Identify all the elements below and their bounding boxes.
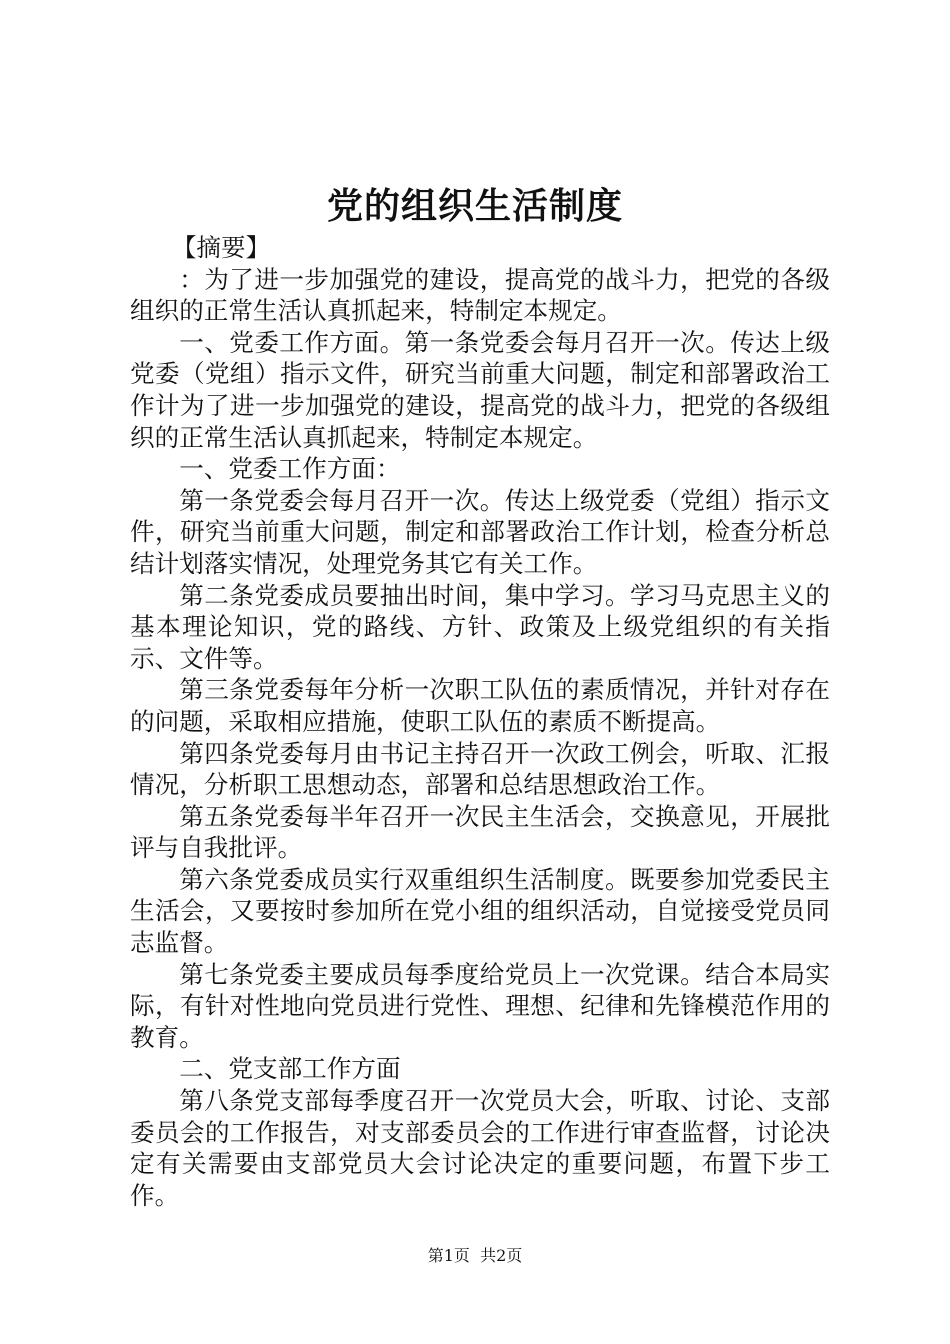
paragraph-party-committee-summary: 一、党委工作方面。第一条党委会每月召开一次。传达上级党委（党组）指示文件，研究当前重大问题，制定和部署政治工作计为了进一步加强党的建设，提高党的战斗力，把党的各级组织的正常生活认真抓起来，特制定本规定。 [130,327,830,452]
section-heading-party-branch: 二、党支部工作方面 [179,1054,401,1084]
page-number: 第1页 [427,1246,470,1265]
abstract-heading: 【摘要】 [171,233,271,262]
paragraph-article-1: 第一条党委会每月召开一次。传达上级党委（党组）指示文件，研究当前重大问题，制定和部署政治工作计划，检查分析总结计划落实情况，处理党务其它有关工作。 [130,485,830,578]
section-heading-party-committee: 一、党委工作方面： [179,454,401,484]
paragraph-article-4: 第四条党委每月由书记主持召开一次政工例会，听取、汇报情况，分析职工思想动态，部署和总结思想政治工作。 [130,738,830,800]
paragraph-article-3: 第三条党委每年分析一次职工队伍的素质情况，并针对存在的问题，采取相应措施，使职工队伍的素质不断提高。 [130,675,830,736]
document-title: 党的组织生活制度 [326,185,623,227]
paragraph-article-8: 第八条党支部每季度召开一次党员大会，听取、讨论、支部委员会的工作报告，对支部委员会的工作进行审查监督，讨论决定有关需要由支部党员大会讨论决定的重要问题，布置下步工作。 [130,1086,830,1210]
paragraph-article-5: 第五条党委每半年召开一次民主生活会，交换意见，开展批评与自我批评。 [130,801,830,863]
document-body [130,232,830,1211]
paragraph-abstract: ：为了进一步加强党的建设，提高党的战斗力，把党的各级组织的正常生活认真抓起来，特制定本规定。 [130,264,830,326]
paragraph-article-7: 第七条党委主要成员每季度给党员上一次党课。结合本局实际，有针对性地向党员进行党性、理想、纪律和先锋模范作用的教育。 [130,959,830,1052]
paragraph-article-6: 第六条党委成员实行双重组织生活制度。既要参加党委民主生活会，又要按时参加所在党小组的组织活动，自觉接受党员同志监督。 [130,864,830,958]
paragraph-article-2: 第二条党委成员要抽出时间，集中学习。学习马克思主义的基本理论知识，党的路线、方针、政策及上级党组织的有关指示、文件等。 [130,580,830,673]
page-total: 共2页 [480,1246,523,1265]
page-footer [0,1245,950,1267]
